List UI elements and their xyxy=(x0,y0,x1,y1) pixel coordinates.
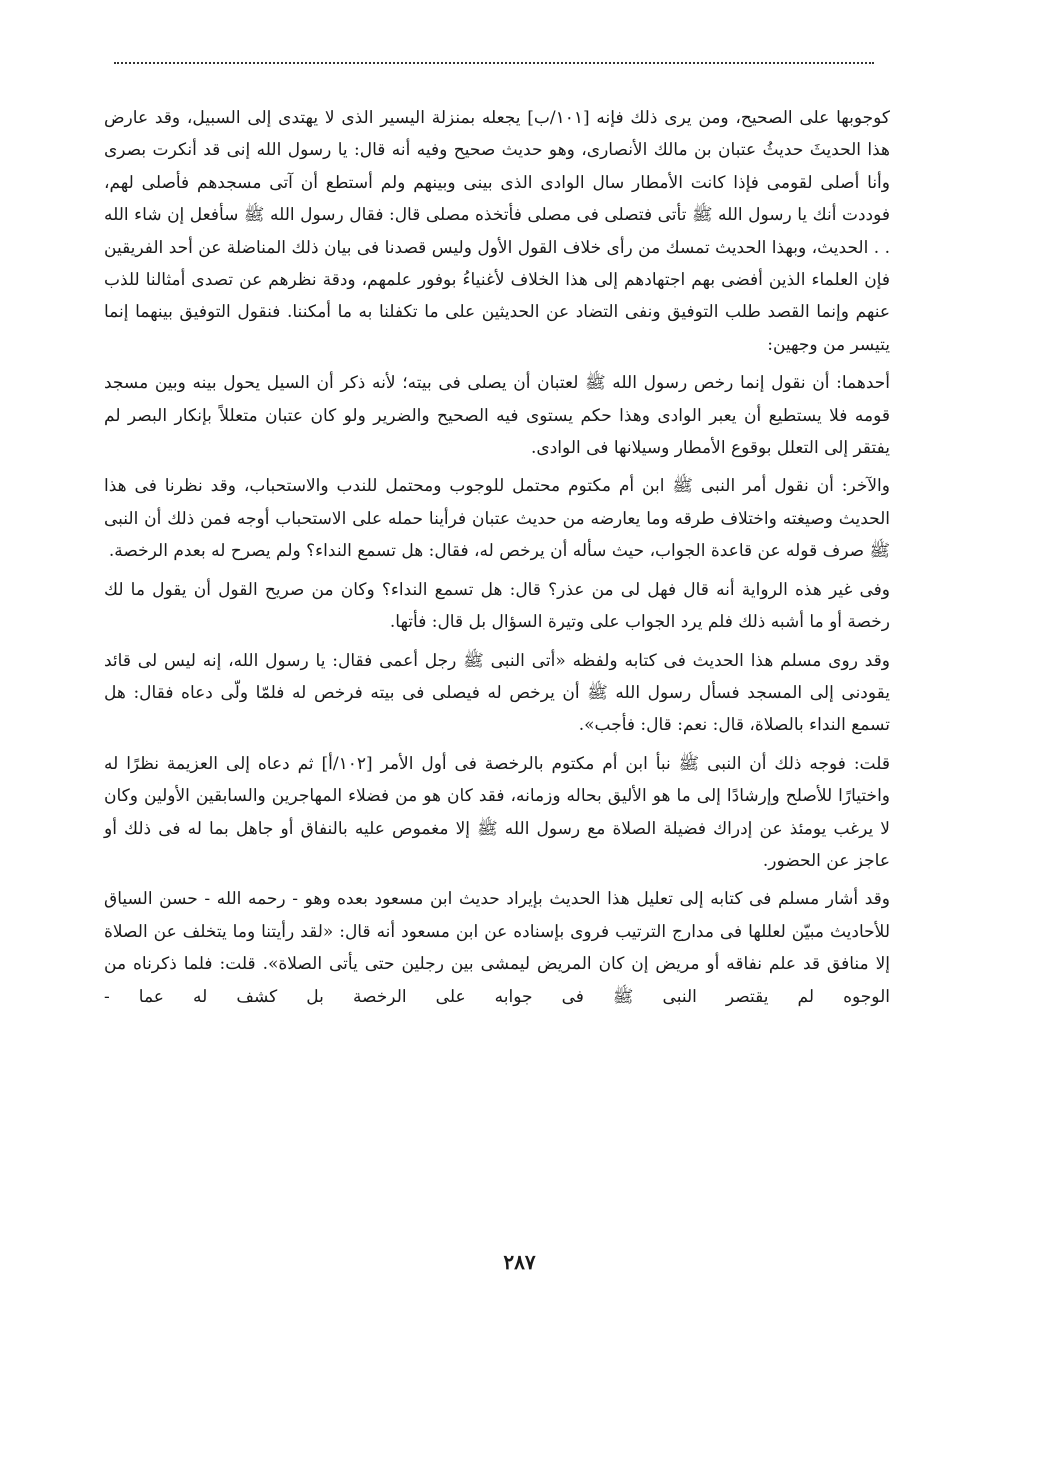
paragraph-5: وقد روى مسلم هذا الحديث فى كتابه ولفظه «أتى النبى ﷺ رجل أعمى فقال: يا رسول الله، إنه ليس لى قائد يقودنى إلى المسجد فسأل رسول الله ﷺ أن يرخص له فيصلى فى بيته فرخص له فلمّا ولّى دعاه فقال: هل تسمع النداء بالصلاة، قال: نعم: قال: فأجب». xyxy=(104,650,890,736)
header-dotted-rule xyxy=(114,62,874,64)
paragraph-4: وفى غير هذه الرواية أنه قال فهل لى من عذر؟ قال: هل تسمع النداء؟ وكان من صريح القول أن يقول ما لك رخصة أو ما أشبه ذلك فلم يرد الجواب على وتيرة السؤال بل قال: فأتها. xyxy=(104,579,890,633)
page-number: ٢٨٧ xyxy=(503,1250,536,1274)
paragraph-3: والآخر: أن نقول أمر النبى ﷺ ابن أم مكتوم محتمل للوجوب ومحتمل للندب والاستحباب، وقد نظرنا فى هذا الحديث وصيغته واختلاف طرقه وما يعارضه من حديث عتبان فرأينا حمله على الاستحباب أوجه فمن ذلك أن النبى ﷺ صرف قوله عن قاعدة الجواب، حيث سأله أن يرخص له، فقال: هل تسمع النداء؟ ولم يصرح له بعدم الرخصة. xyxy=(104,476,890,562)
paragraph-2: أحدهما: أن نقول إنما رخص رسول الله ﷺ لعتبان أن يصلى فى بيته؛ لأنه ذكر أن السيل يحول بينه وبين مسجد قومه فلا يستطيع أن يعبر الوادى وهذا حكم يستوى فيه الصحيح والضرير ولو كان عتبان متعللاً بإنكار البصر لم يفتقر إلى التعلل بوقوع الأمطار وسيلانها فى الوادى. xyxy=(104,373,890,459)
paragraph-7: وقد أشار مسلم فى كتابه إلى تعليل هذا الحديث بإيراد حديث ابن مسعود بعده وهو - رحمه الله - حسن السياق للأحاديث مبيّن لعللها فى مدارج الترتيب فروى بإسناده عن ابن مسعود أنه قال: «لقد رأيتنا وما يتخلف عن الصلاة إلا منافق قد علم نفاقه أو مريض إن كان المريض ليمشى بين رجلين حتى يأتى الصلاة». قلت: فلما ذكرناه من الوجوه لم يقتصر النبى ﷺ فى جوابه على الرخصة بل كشف له عما - xyxy=(104,889,890,1007)
paragraph-6: قلت: فوجه ذلك أن النبى ﷺ نبأ ابن أم مكتوم بالرخصة فى أول الأمر [١٠٢/أ] ثم دعاه إلى العزيمة نظرًا له واختيارًا للأصلح وإرشادًا إلى ما هو الأليق بحاله وزمانه، فقد كان هو من فضلاء المهاجرين والسابقين الأولين وكان لا يرغب يومئذ عن إدراك فضيلة الصلاة مع رسول الله ﷺ إلا مغموص عليه بالنفاق أو جاهل بما له فى ذلك أو عاجز عن الحضور. xyxy=(104,753,890,871)
text-body xyxy=(104,102,890,1013)
paragraph-1: كوجوبها على الصحيح، ومن يرى ذلك فإنه [١٠١/ب] يجعله بمنزلة اليسير الذى لا يهتدى إلى السبيل، وقد عارض هذا الحديثَ حديثُ عتبان بن مالك الأنصارى، وهو حديث صحيح وفيه أنه قال: يا رسول الله إنى قد أنكرت بصرى وأنا أصلى لقومى فإذا كانت الأمطار سال الوادى الذى بينى وبينهم ولم أستطع أن آتى مسجدهم فأصلى لهم، فوددت أنك يا رسول الله ﷺ تأتى فتصلى فى مصلى فأتخذه مصلى قال: فقال رسول الله ﷺ سأفعل إن شاء الله . . الحديث، وبهذا الحديث تمسك من رأى خلاف القول الأول وليس قصدنا فى بيان ذلك المناضلة عن أحد الفريقين فإن العلماء الذين أفضى بهم اجتهادهم إلى هذا الخلاف لأغنياءُ بوفور علمهم، ودقة نظرهم عن تصدى أمثالنا للذب عنهم وإنما القصد طلب التوفيق ونفى التضاد عن الحديثين على ما تكفلنا به ما أمكننا. فنقول التوفيق بينهما إنما يتيسر من وجهين: xyxy=(104,108,890,355)
